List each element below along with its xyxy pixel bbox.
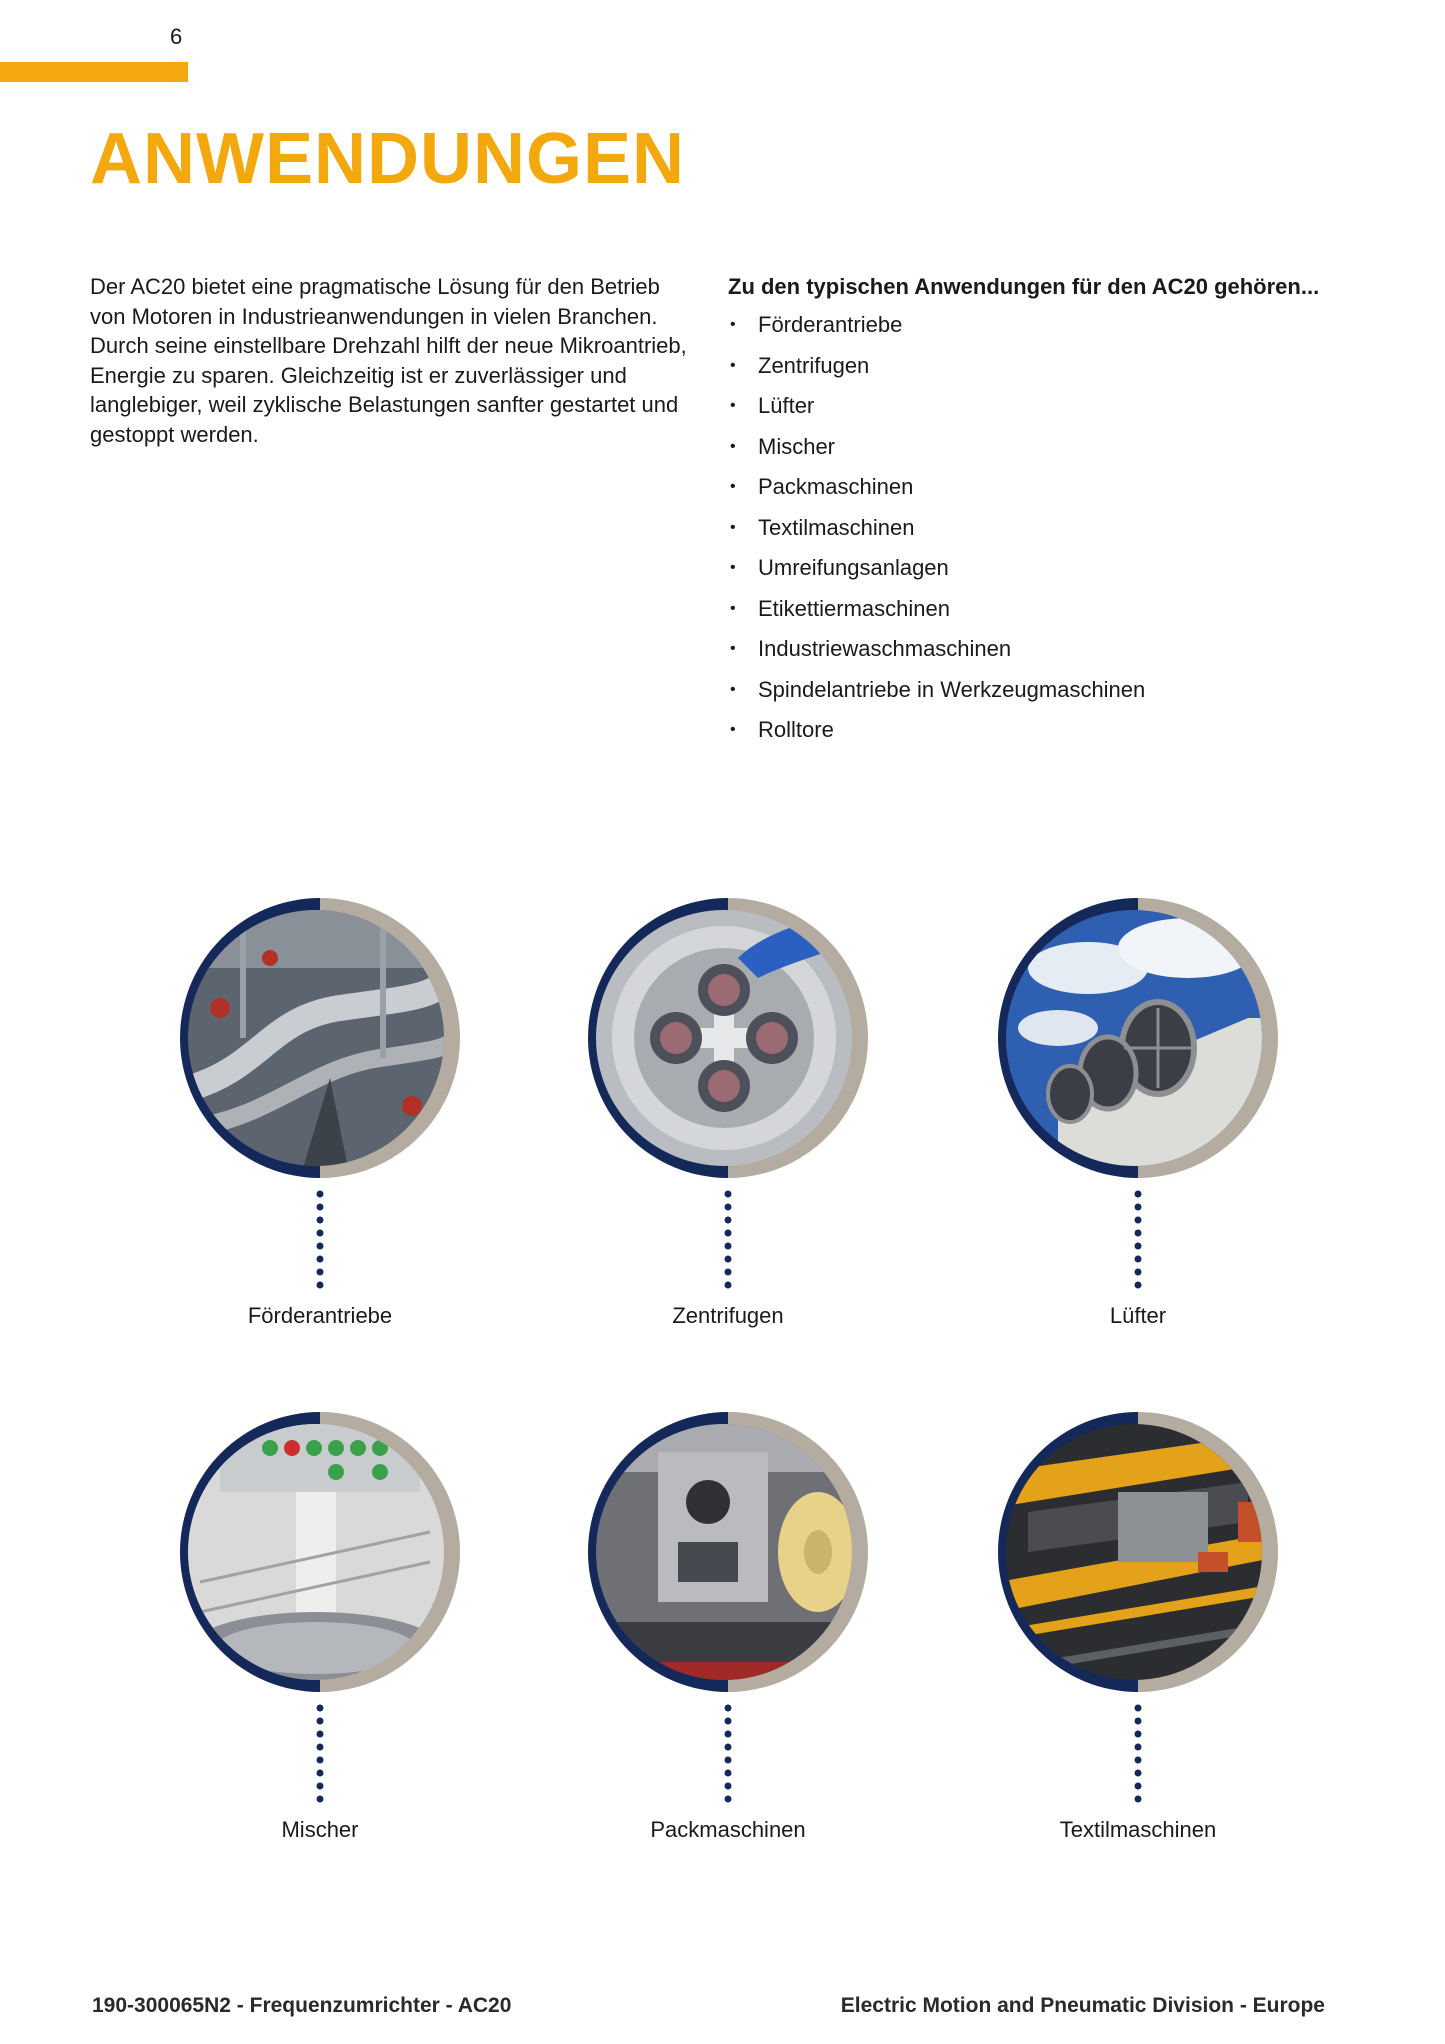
list-item: • Lüfter (728, 386, 1368, 427)
fan-photo-icon (998, 898, 1278, 1178)
packaging-machine-photo-icon (588, 1412, 868, 1692)
list-item: • Industriewaschmaschinen (728, 629, 1368, 670)
mixer-photo-icon (180, 1412, 460, 1692)
dotted-connector (724, 1190, 732, 1290)
applications-list-block (728, 272, 1368, 751)
list-item: • Textilmaschinen (728, 508, 1368, 549)
conveyor-photo-icon (180, 898, 460, 1178)
page-number: 6 (170, 24, 183, 49)
page-title: ANWENDUNGEN (90, 119, 685, 199)
list-item: • Mischer (728, 427, 1368, 468)
tile-label: Förderantriebe (247, 1303, 393, 1328)
tile-textilmaschinen (988, 1412, 1288, 1842)
dotted-connector (1134, 1190, 1142, 1290)
applications-heading: Zu den typischen Anwendungen für den AC20 gehören... (728, 274, 1320, 299)
tile-packmaschinen (578, 1412, 878, 1842)
footer-document-id: 190-300065N2 - Frequenzumrichter - AC20 (92, 1994, 512, 2017)
dotted-connector (316, 1190, 324, 1290)
tile-mischer (170, 1412, 470, 1842)
dotted-connector (316, 1704, 324, 1804)
list-item: • Zentrifugen (728, 346, 1368, 387)
list-item: • Umreifungsanlagen (728, 548, 1368, 589)
list-item: • Etikettiermaschinen (728, 589, 1368, 630)
tile-foerderantriebe (170, 898, 470, 1328)
footer-division: Electric Motion and Pneumatic Division - Europe (840, 1994, 1325, 2017)
dotted-connector (724, 1704, 732, 1804)
list-item: • Spindelantriebe in Werkzeugmaschinen (728, 670, 1368, 711)
intro-paragraph: Der AC20 bietet eine pragmatische Lösung für den Betrieb von Motoren in Industrieanwendungen in vielen Branchen. Durch seine einstellbare Drehzahl hilft der neue Mikroantrieb, Energie zu sparen. Gleichzeitig ist er zuverlässiger und langlebiger, weil zyklische Belastungen sanfter gestartet und gestoppt werden. (90, 274, 687, 447)
tile-luefter (988, 898, 1288, 1328)
textile-machine-photo-icon (998, 1412, 1278, 1692)
tile-label: Lüfter (1109, 1303, 1167, 1328)
tile-label: Mischer (281, 1817, 359, 1842)
list-item: • Rolltore (728, 710, 1368, 751)
tile-label: Textilmaschinen (1059, 1817, 1217, 1842)
tile-label: Packmaschinen (650, 1817, 806, 1842)
list-item: • Förderantriebe (728, 305, 1368, 346)
tile-label: Zentrifugen (672, 1303, 784, 1328)
tile-zentrifugen (578, 898, 878, 1328)
dotted-connector (1134, 1704, 1142, 1804)
applications-list (728, 305, 1368, 751)
accent-bar (0, 62, 188, 82)
list-item: • Packmaschinen (728, 467, 1368, 508)
centrifuge-photo-icon (588, 898, 868, 1178)
